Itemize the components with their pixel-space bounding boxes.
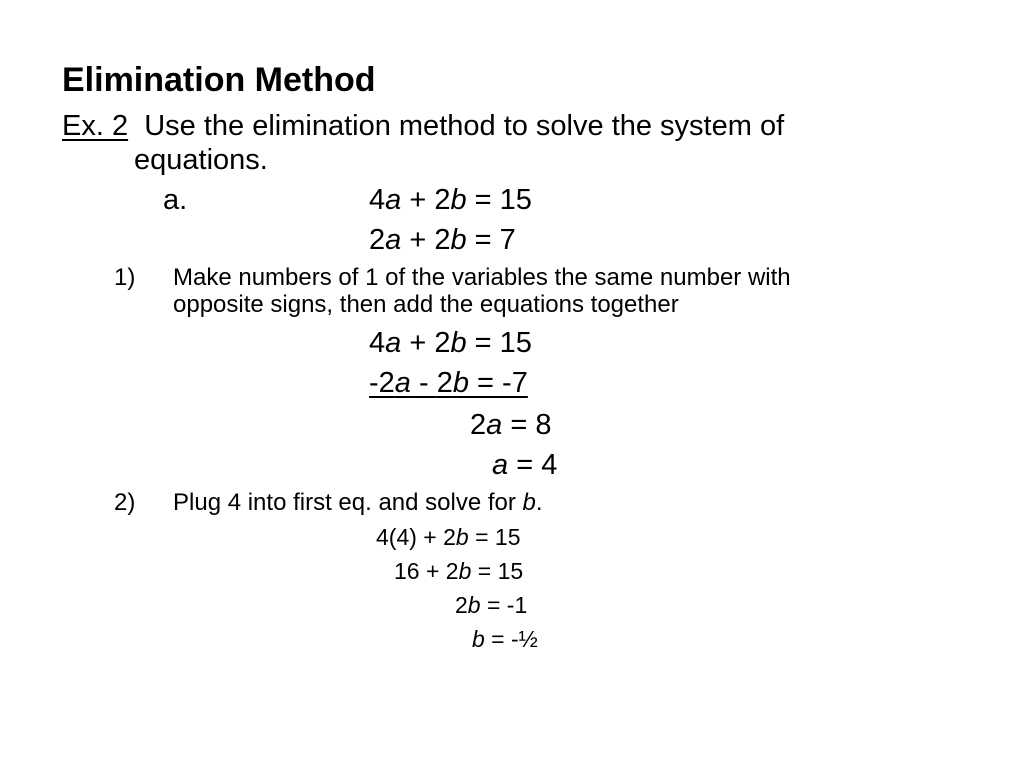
- variable: a: [394, 367, 411, 399]
- variable: b: [450, 184, 467, 216]
- step-2-line-4: [472, 625, 538, 653]
- operator: +: [401, 224, 435, 256]
- variable: a: [385, 224, 402, 256]
- step-1-result: [492, 447, 557, 483]
- variable: b: [450, 224, 467, 256]
- step-1-equation-2: [369, 365, 528, 401]
- variable: b: [522, 489, 536, 516]
- step-2-text: [173, 489, 543, 517]
- step-2-number: 2): [114, 489, 136, 516]
- right-hand-side: = 8: [502, 409, 552, 441]
- system-equation-2: [369, 222, 516, 258]
- right-hand-side: = 15: [466, 184, 532, 216]
- example-label: Ex. 2: [62, 110, 129, 142]
- right-hand-side: = -7: [469, 367, 528, 399]
- step-2-line-1: [376, 523, 521, 551]
- page-title: Elimination Method: [62, 61, 376, 99]
- variable: b: [455, 524, 469, 550]
- coefficient: 2: [436, 367, 453, 399]
- expression: 2: [455, 592, 468, 618]
- variable: a: [385, 327, 402, 359]
- system-equation-1: [369, 182, 532, 218]
- right-hand-side: = 7: [466, 224, 516, 256]
- coefficient: 2: [434, 327, 451, 359]
- operator: +: [401, 327, 435, 359]
- variable: b: [467, 592, 481, 618]
- coefficient: 4: [369, 184, 386, 216]
- step-1-text-line2: opposite signs, then add the equations together: [173, 291, 679, 318]
- operator: +: [401, 184, 435, 216]
- example-prompt-line2: equations.: [134, 144, 268, 176]
- step-2-instruction: Plug 4 into first eq. and solve for: [173, 489, 523, 516]
- step-2-line-2: [394, 557, 523, 585]
- right-hand-side: = -½: [484, 626, 538, 652]
- step-1-equation-1: [369, 325, 532, 361]
- variable: a: [492, 449, 509, 481]
- step-1-text-line1: Make numbers of 1 of the variables the same number with: [173, 264, 791, 291]
- coefficient: 2: [434, 224, 451, 256]
- variable: b: [452, 367, 469, 399]
- punctuation: .: [535, 489, 543, 516]
- expression: 4(4) + 2: [376, 524, 456, 550]
- variable: b: [450, 327, 467, 359]
- right-hand-side: = 15: [466, 327, 532, 359]
- step-1-sum: [470, 407, 551, 443]
- coefficient: 2: [434, 184, 451, 216]
- coefficient: 4: [369, 327, 386, 359]
- variable: b: [472, 626, 485, 652]
- part-a-label: a.: [163, 184, 188, 216]
- step-2-line-3: [455, 591, 527, 619]
- right-hand-side: = 15: [471, 558, 524, 584]
- variable: a: [385, 184, 402, 216]
- coefficient: 2: [369, 224, 386, 256]
- example-prompt-line1: Use the elimination method to solve the system of: [144, 110, 785, 142]
- operator: -: [410, 367, 437, 399]
- right-hand-side: = -1: [480, 592, 528, 618]
- coefficient: -2: [369, 367, 395, 399]
- coefficient: 2: [470, 409, 487, 441]
- right-hand-side: = 4: [508, 449, 558, 481]
- example-prompt: [62, 108, 784, 144]
- right-hand-side: = 15: [468, 524, 521, 550]
- step-1-number: 1): [114, 264, 136, 291]
- variable: b: [458, 558, 472, 584]
- variable: a: [486, 409, 503, 441]
- expression: 16 + 2: [394, 558, 459, 584]
